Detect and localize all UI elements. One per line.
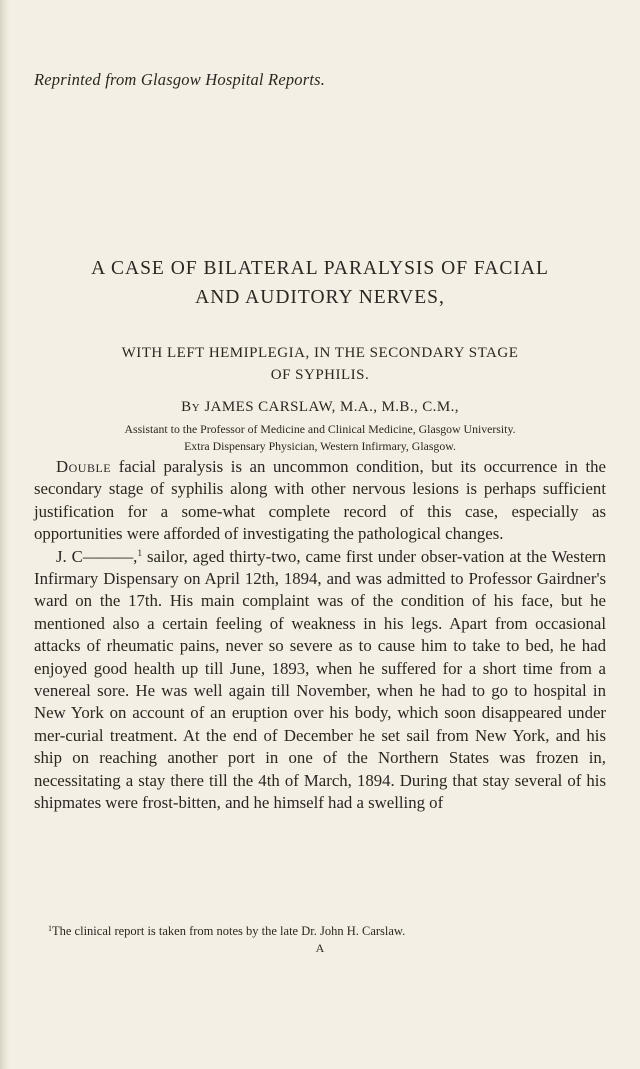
paragraph-lead-word: Double: [56, 457, 112, 476]
paragraph-2-text: sailor, aged thirty-two, came first under obser-vation at the Western Infirmary Dispensary on April 12th, 1894, and was admitted to Professor Gairdner's ward on the 17th. His main complaint was of the condition of his face, but he mentioned also a certain feeling of weakness in his legs. Apart from occasional attacks of rheumatic pains, never so severe as to cause him to take to bed, he had enjoyed good health up till June, 1893, when he suffered for a short time from a venereal sore. He was well again till November, when he had to go to hospital in New York on account of an eruption over his body, which soon disappeared under mer-curial treatment. At the end of December he set sail from New York, and his ship on reaching another port in one of the Northern States was frozen in, necessitating a stay there till the 4th of March, 1894. During that stay several of his shipmates were frost-bitten, and he himself had a swelling of: [34, 546, 607, 813]
affiliation-line-2: Extra Dispensary Physician, Western Infirmary, Glasgow.: [184, 439, 456, 453]
reprint-note: Reprinted from Glasgow Hospital Reports.: [34, 70, 326, 89]
author-byline: [34, 399, 606, 416]
signature-mark: A: [315, 941, 325, 955]
article-body: [34, 456, 606, 815]
paragraph-2: [34, 546, 606, 815]
footnote-reference: 1: [137, 548, 143, 559]
patient-initials: J. C———,: [56, 546, 138, 566]
title-line-1: A CASE OF BILATERAL PARALYSIS OF FACIAL: [91, 258, 549, 279]
paragraph-1: [34, 456, 606, 546]
footnote: [34, 924, 606, 939]
footnote-text: The clinical report is taken from notes by the late Dr. John H. Carslaw.: [52, 924, 406, 938]
article-title: [34, 254, 606, 312]
article-subtitle: [34, 342, 606, 386]
byline-prefix: By: [181, 399, 201, 415]
subtitle-line-1: WITH LEFT HEMIPLEGIA, IN THE SECONDARY STAGE: [121, 345, 519, 361]
page-spine-edge: [0, 0, 10, 1069]
subtitle-line-2: OF SYPHILIS.: [270, 367, 370, 383]
paragraph-1-text: facial paralysis is an uncommon condition, but its occurrence in the secondary stage of syphilis along with other nervous lesions is perhaps sufficient justification for a some-what complete record of this case, especially as opportunities were afforded of investigating the pathological changes.: [34, 457, 606, 544]
author-name: JAMES CARSLAW, M.A., M.B., C.M.,: [204, 399, 459, 415]
affiliation-line-1: Assistant to the Professor of Medicine and Clinical Medicine, Glasgow University.: [124, 422, 516, 436]
title-line-2: AND AUDITORY NERVES,: [195, 287, 445, 308]
footnote-mark: 1: [48, 924, 52, 933]
author-affiliation: [34, 421, 606, 455]
